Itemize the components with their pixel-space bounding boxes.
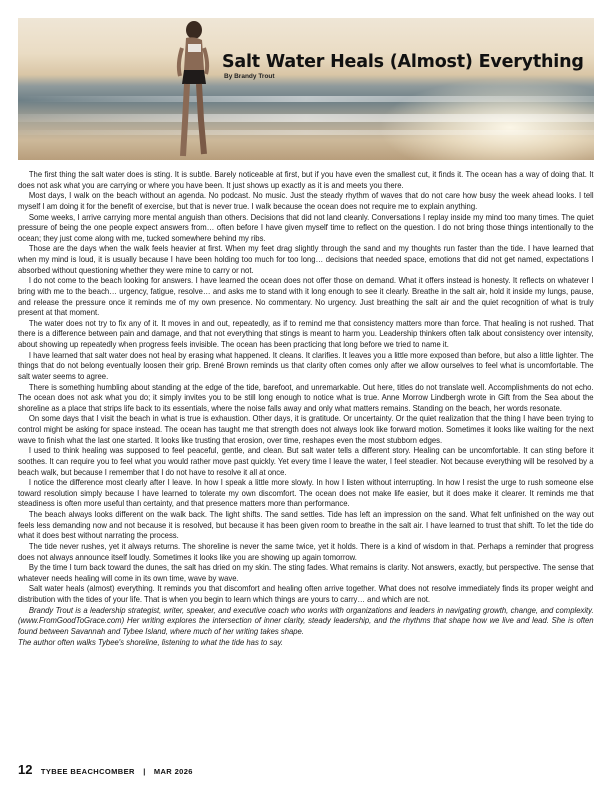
article-paragraph: On some days that I visit the beach in what is true is exhaustion. Other days, it is gratitude. Or uncertainty. Or the quiet realization that the thing I have been trying to control might be asking for space instead. The ocean has taught me that strength does not always look like forward motion. Sometimes it looks like waiting for the next wave to finish what the last one started. It looks like trusting that erosion, over time, reshapes even the most stubborn edges. (18, 413, 594, 445)
publication-name: TYBEE BEACHCOMBER (40, 767, 135, 776)
wave-line (18, 130, 594, 135)
hero-photo (18, 18, 594, 160)
article-paragraph: By the time I turn back toward the dunes, the salt has dried on my skin. The sting fades. What remains is clarity. Not answers, exactly, but perspective. The sense that whatever needs healing will come in its own time, wave by wave. (18, 562, 594, 583)
article-body (18, 169, 594, 647)
page-footer (18, 761, 193, 779)
woman-walking-illustration (168, 18, 218, 160)
article-title: Salt Water Heals (Almost) Everything (222, 52, 584, 72)
article-paragraph: The water does not try to fix any of it. It moves in and out, repeatedly, as if to remind me that consistency matters more than force. That healing is not rushed. That there is a difference between pain and damage, and that not everything that stings is meant to harm you. Leadership thinkers often talk about consistency over intensity, about showing up repeatedly when progress feels invisible. The ocean has been practicing that long before we tried to name it. (18, 317, 594, 349)
article-paragraph: Most days, I walk on the beach without an agenda. No podcast. No music. Just the steady rhythm of waves that do not care how busy the week ahead looks. I tell myself I am doing it for the benefit of exercise, but that is never true. I walk because the ocean does not require me to explain anything. (18, 190, 594, 211)
article-paragraph: The beach always looks different on the walk back. The light shifts. The sand settles. Tide has left an impression on the sand. What felt unfinished on the way out feels less demanding now and not because it is resolved, but because it has been given room to breathe in the salt air. I have learned to trust that shift. To let the tide do what it does best without narrating the process. (18, 509, 594, 541)
article-byline: By Brandy Trout (224, 73, 275, 80)
article-paragraph: Some weeks, I arrive carrying more mental anguish than others. Decisions that did not land cleanly. Conversations I replay inside my mind too many times. The quiet pressure of being the one people expect answers from… often before I have given myself time to reflect on the question. I do not bring those things intentionally to the ocean; they just come along with me, tucked somewhere behind my ribs. (18, 211, 594, 243)
article-paragraph: Salt water heals (almost) everything. It reminds you that discomfort and healing often arrive together. What does not resolve immediately finds its proper weight and distribution with the tides of your life. That is when you begin to learn which things are yours to carry… and which are not. (18, 583, 594, 604)
article-paragraph: There is something humbling about standing at the edge of the tide, barefoot, and unremarkable. Out here, titles do not translate well. Accomplishments do not echo. The ocean does not ask what you do; it simply invites you to be still long enough to notice what is true. Anne Morrow Lindbergh wrote in Gift from the Sea about the shoreline as a place that strips life back to its essentials, where the noise falls away and only what matters remains. Standing on the beach, her words resonate. (18, 381, 594, 413)
article-paragraph: The tide never rushes, yet it always returns. The shoreline is never the same twice, yet it holds. There is a kind of wisdom in that. Perhaps a reminder that progress does not always announce itself loudly. Sometimes it looks like you are showing up again tomorrow. (18, 540, 594, 562)
article-paragraph: I used to think healing was supposed to feel peaceful, gentle, and clean. But salt water tells a different story. Healing can be uncomfortable. It can sting before it soothes. It can require you to feel what you would rather move past quickly. Yet every time I leave the water, I feel steadier. Not because everything will be resolved by a beach walk, but because I remember that I do not have to resolve it all at once. (18, 445, 594, 477)
wave-line (18, 96, 594, 102)
article-paragraph: I have learned that salt water does not heal by erasing what happened. It cleans. It clarifies. It leaves you a little more exposed than before, but also a little lighter. The things that do not belong eventually loosen their grip. Brené Brown reminds us that clarity often comes only after we allow ourselves to feel what is uncomfortable. The salt water seems to agree. (18, 349, 594, 381)
page-number: 12 (18, 762, 33, 777)
author-bio: Brandy Trout is a leadership strategist, writer, speaker, and executive coach who works with organizations and leaders in navigating growth, change, and complexity. (www.FromGoodToGrace.com) Her writing explores the intersection of inner clarity, steady leadership, and the rhythms that shape how we live and lead. She is often found between Savannah and Tybee Island, where much of her writing takes shape. (18, 604, 594, 636)
author-note: The author often walks Tybee's shoreline, listening to what the tide has to say. (18, 636, 284, 647)
article-paragraph: I do not come to the beach looking for answers. I have learned the ocean does not offer those on demand. What it offers instead is honesty. It reflects on whatever I bring with me to the beach… urgency, fatigue, resolve… and asks me to stand with it long enough to see it clearly. Breathe in the salt air, hold it inside my lungs, pause, and release the pressure once it reminds me of my own presence. No commentary. No urgency. Just breathing the salt air and the quiet recognition of what is truly present at that moment. (18, 275, 594, 318)
issue-date: MAR 2026 (153, 767, 193, 776)
article-paragraph: Those are the days when the walk feels heavier at first. When my feet drag slightly through the sand and my thoughts run faster than the tide. I have learned that when my mind is loud, it is usually because I have been holding too much for too long… decisions that needed space, emotions that did not get named, expectations I absorbed without questioning whether they were mine to carry or not. (18, 243, 594, 275)
article-paragraph: The first thing the salt water does is sting. It is subtle. Barely noticeable at first, but if you have even the smallest cut, it finds it. The ocean has a way of doing that. It does not ask what you are carrying or where you have been. It just shows up exactly as it is and meets you there. (18, 169, 594, 190)
wave-line (18, 114, 594, 122)
footer-separator: | (143, 767, 146, 776)
article-paragraph: I notice the difference most clearly after I leave. In how I speak a little more slowly. In how I listen without interrupting. In how I resist the urge to rush someone else toward resolution simply because I have learned to tolerate my own discomfort. The ocean does not make life easier, but it does make it clearer. It reminds me that steadiness is often more useful than certainty, and that presence matters more than performance. (18, 477, 594, 509)
